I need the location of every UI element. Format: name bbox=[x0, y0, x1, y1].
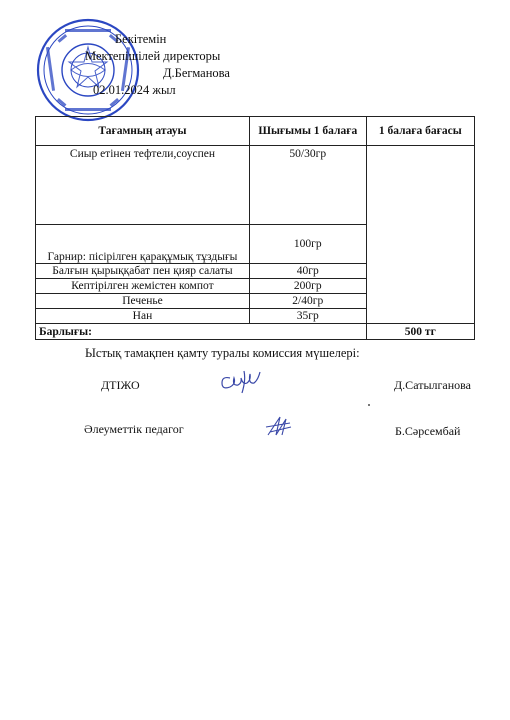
price-cell-merged bbox=[366, 146, 474, 324]
total-price: 500 тг bbox=[366, 324, 474, 340]
approval-date: 02.01.2024 жыл bbox=[93, 83, 176, 97]
dish-name: Гарнир: пісірілген қарақұмық тұздығы bbox=[36, 225, 250, 264]
dish-amount: 2/40гр bbox=[249, 294, 366, 309]
dish-amount: 50/30гр bbox=[249, 146, 366, 225]
approval-position: Мектепішілей директоры bbox=[85, 49, 221, 63]
dish-amount: 35гр bbox=[249, 309, 366, 324]
table-header-row bbox=[36, 117, 475, 146]
signature-icon bbox=[216, 366, 262, 396]
dish-name: Нан bbox=[36, 309, 250, 324]
menu-table bbox=[35, 116, 475, 340]
dish-name: Печенье bbox=[36, 294, 250, 309]
header-portion: Шығымы 1 балаға bbox=[249, 117, 366, 146]
member-name: Б.Сәрсембай bbox=[395, 424, 461, 438]
signature-icon bbox=[264, 413, 294, 439]
member-name: Д.Сатылганова bbox=[394, 378, 472, 392]
dish-name: Кептірілген жемістен компот bbox=[36, 279, 250, 294]
approval-director-name: Д.Бегманова bbox=[163, 66, 230, 80]
dish-amount: 100гр bbox=[249, 225, 366, 264]
table-row bbox=[36, 146, 475, 225]
approval-title: Бекітемін bbox=[115, 32, 167, 46]
table-total-row bbox=[36, 324, 475, 340]
header-price: 1 балаға бағасы bbox=[366, 117, 474, 146]
member-role: ДТІЖО bbox=[101, 378, 140, 392]
total-label: Барлығы: bbox=[36, 324, 367, 340]
approval-block bbox=[85, 31, 230, 99]
ink-mark bbox=[368, 404, 370, 406]
dish-amount: 40гр bbox=[249, 264, 366, 279]
dish-name: Сиыр етінен тефтели,соуспен bbox=[36, 146, 250, 225]
dish-name: Балғын қырыққабат пен қияр салаты bbox=[36, 264, 250, 279]
member-role: Әлеуметтік педагог bbox=[84, 422, 184, 436]
commission-title: Ыстық тамақпен қамту туралы комиссия мүшелері: bbox=[85, 346, 360, 360]
approval-signature-line bbox=[85, 65, 230, 82]
header-dish-name: Тағамның атауы bbox=[36, 117, 250, 146]
dish-amount: 200гр bbox=[249, 279, 366, 294]
